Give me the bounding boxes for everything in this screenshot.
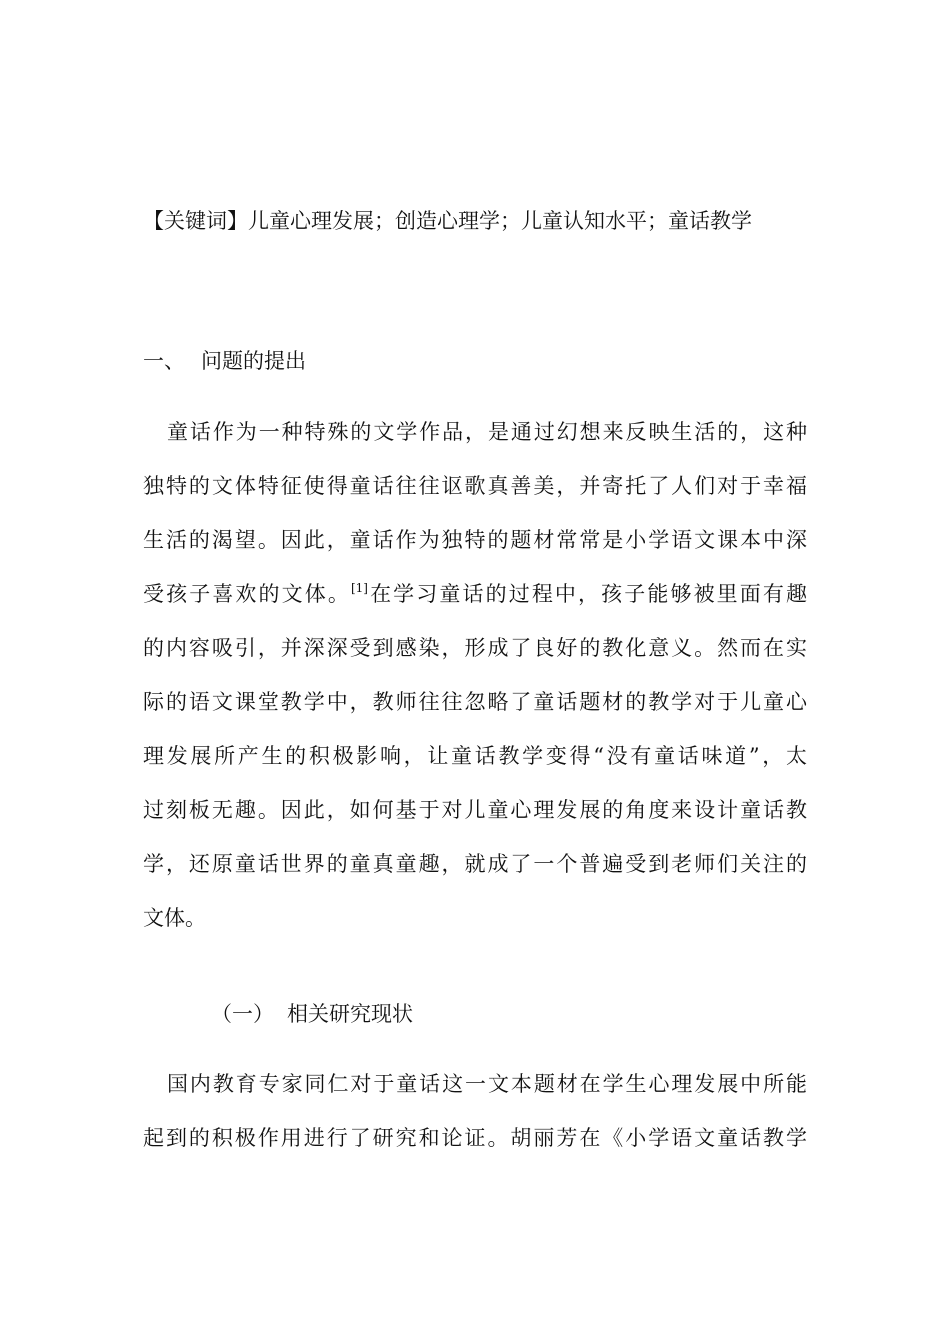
section-heading	[143, 343, 306, 379]
paragraph-line: 理发展所产生的积极影响，让童话教学变得“没有童话味道”，太	[143, 744, 807, 768]
paragraph-line: 起到的积极作用进行了研究和论证。胡丽芳在《小学语文童话教学	[143, 1126, 807, 1150]
section-number: 一、	[143, 349, 185, 373]
section-title: 问题的提出	[201, 349, 306, 373]
subsection-number: （一）	[211, 1002, 274, 1026]
paragraph-line: 童话作为一种特殊的文学作品，是通过幻想来反映生活的，这种	[167, 420, 807, 444]
subsection-heading	[211, 996, 413, 1032]
paragraph-text: 在学习童话的过程中，孩子能够被里面有趣	[367, 582, 808, 606]
paragraph-line-with-citation	[143, 576, 807, 630]
citation-marker: [1]	[350, 581, 368, 595]
paragraph-line: 过刻板无趣。因此，如何基于对儿童心理发展的角度来设计童话教	[143, 798, 807, 822]
paragraph-line: 生活的渴望。因此，童话作为独特的题材常常是小学语文课本中深	[143, 528, 807, 552]
paragraph-line: 际的语文课堂教学中，教师往往忽略了童话题材的教学对于儿童心	[143, 690, 807, 714]
paragraph-line: 文体。	[143, 906, 206, 930]
paragraph	[143, 1066, 807, 1174]
paragraph-line: 学，还原童话世界的童真童趣，就成了一个普遍受到老师们关注的	[143, 852, 807, 876]
keywords-line: 【关键词】儿童心理发展；创造心理学；儿童认知水平；童话教学	[143, 209, 752, 233]
paragraph-text: 受孩子喜欢的文体。	[143, 582, 351, 606]
paragraph-line: 的内容吸引，并深深受到感染，形成了良好的教化意义。然而在实	[143, 636, 807, 660]
paragraph-line: 独特的文体特征使得童话往往讴歌真善美，并寄托了人们对于幸福	[143, 474, 807, 498]
paragraph	[143, 414, 807, 954]
paragraph-line: 国内教育专家同仁对于童话这一文本题材在学生心理发展中所能	[167, 1072, 807, 1096]
subsection-title: 相关研究现状	[287, 1002, 413, 1026]
